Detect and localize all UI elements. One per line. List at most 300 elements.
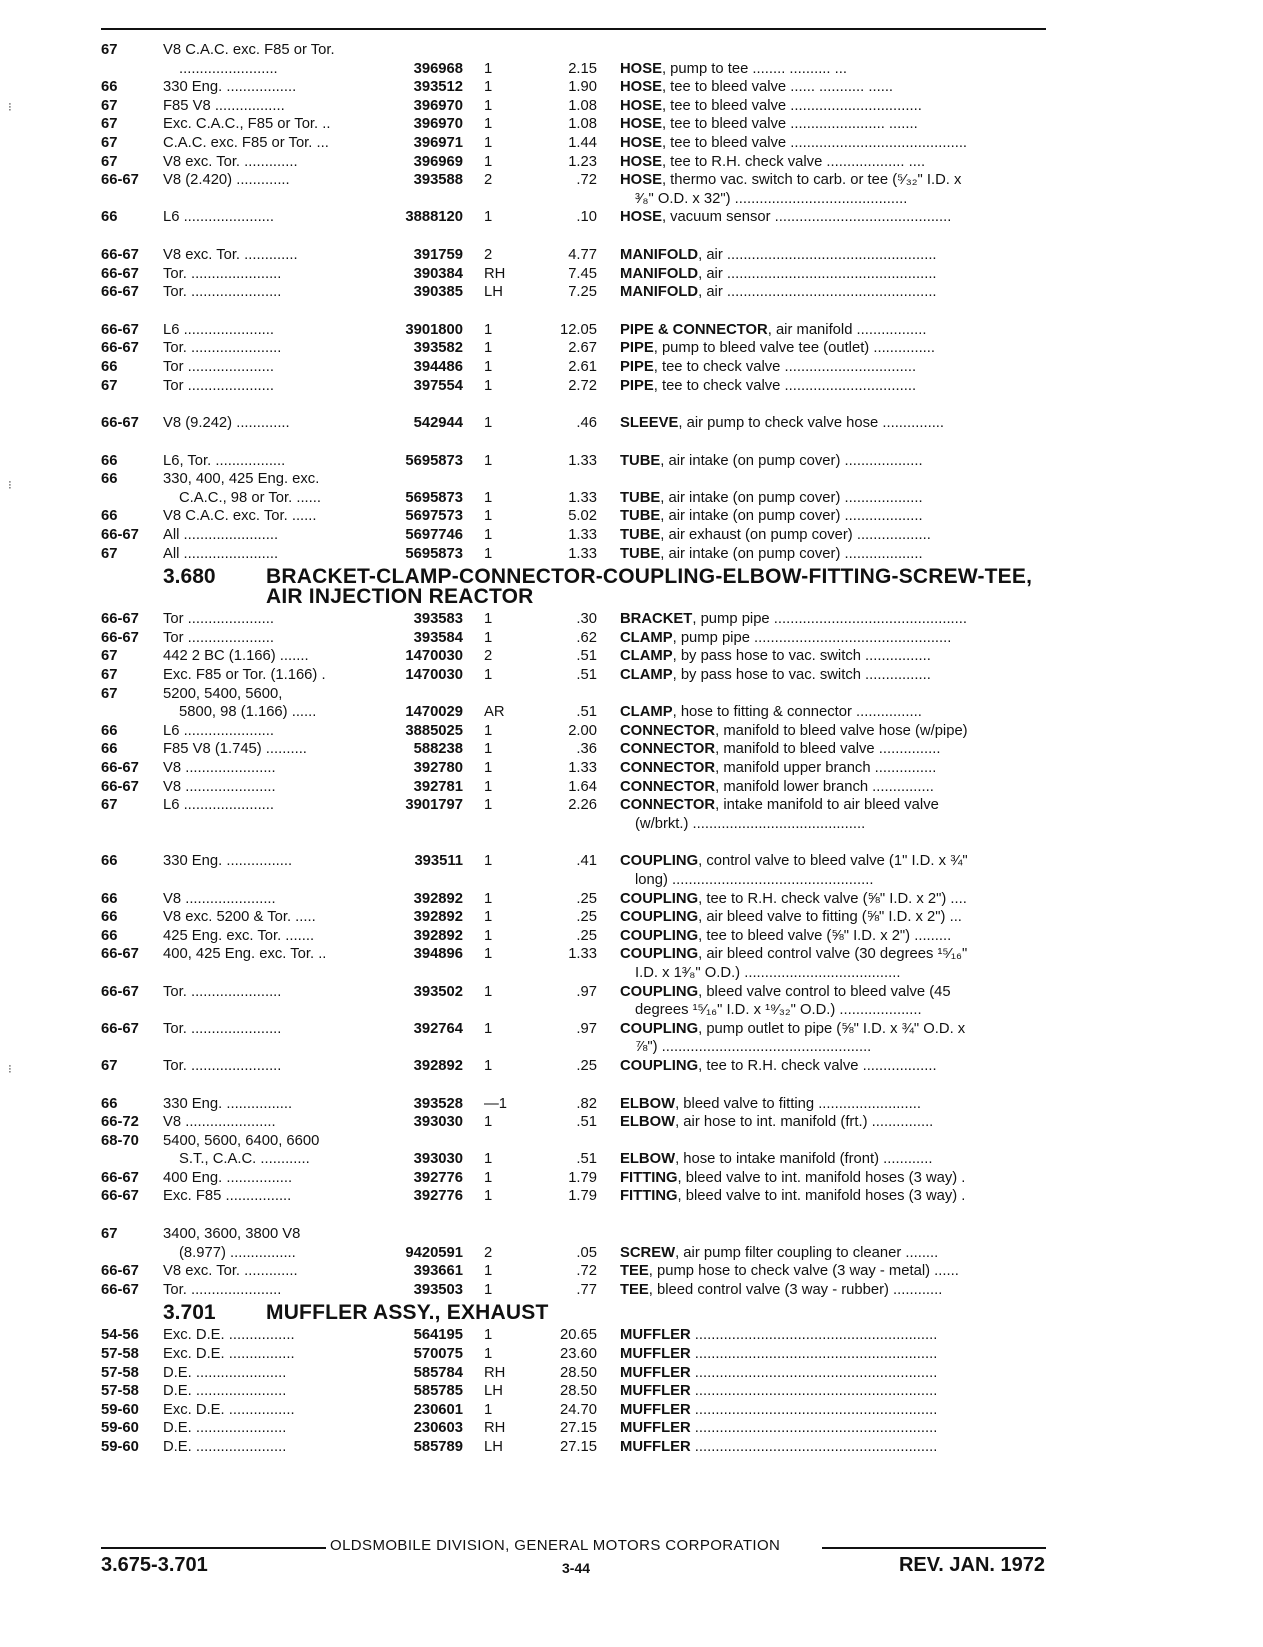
part-row	[0, 1187, 1263, 1206]
part-row	[0, 115, 1263, 134]
part-description	[620, 1187, 1048, 1206]
part-description	[620, 208, 1048, 227]
part-description	[620, 265, 1048, 284]
price: .36	[576, 741, 597, 758]
part-description	[620, 983, 1048, 1002]
row-spacer	[0, 395, 1263, 414]
model-year: 66	[101, 927, 118, 944]
part-description	[620, 778, 1048, 797]
part-detail: , air exhaust (on pump cover) ..................	[660, 527, 931, 544]
part-row	[0, 1038, 1263, 1057]
price: 1.33	[568, 452, 597, 469]
model-application: D.E. ......................	[163, 1364, 287, 1381]
part-name: HOSE	[620, 79, 662, 96]
quantity: 1	[484, 760, 493, 776]
part-detail: , air bleed control valve (30 degrees ¹⁵⁄₁₆"	[698, 946, 968, 963]
part-name: TUBE	[620, 545, 661, 562]
price: 2.67	[568, 340, 597, 357]
price: .97	[576, 983, 597, 1000]
quantity: —1	[484, 1095, 508, 1112]
model-application: V8 C.A.C. exc. Tor. ......	[163, 508, 317, 525]
part-name: FITTING	[620, 1169, 678, 1186]
price: .72	[576, 1263, 597, 1280]
part-description	[620, 629, 1048, 648]
part-number: 396970	[413, 97, 463, 114]
model-year: 67	[101, 377, 118, 394]
model-year: 66-67	[101, 284, 139, 301]
part-row	[0, 1150, 1263, 1169]
part-name: TEE	[620, 1281, 649, 1298]
part-number: 3901800	[405, 321, 463, 338]
part-number: 393582	[413, 340, 463, 357]
part-detail: , manifold upper branch ...............	[715, 760, 937, 776]
part-detail: , vacuum sensor ...........................................	[661, 209, 952, 226]
part-row	[0, 78, 1263, 97]
quantity: 1	[484, 508, 493, 525]
part-description	[635, 871, 1048, 890]
part-number: 390385	[413, 284, 463, 301]
part-row	[0, 908, 1263, 927]
section-number: 3.701	[163, 1301, 216, 1325]
model-year: 67	[101, 685, 118, 702]
part-row	[0, 778, 1263, 797]
part-row	[0, 526, 1263, 545]
price: 1.79	[568, 1188, 597, 1205]
part-number: 393511	[414, 853, 463, 870]
model-application: Tor .....................	[163, 377, 274, 394]
model-year: 66	[101, 209, 118, 226]
part-row	[0, 722, 1263, 741]
part-name: MANIFOLD	[620, 265, 699, 282]
part-row	[0, 1364, 1263, 1383]
model-application: Tor. ......................	[163, 265, 282, 282]
part-row	[0, 1345, 1263, 1364]
part-description	[620, 1020, 1048, 1039]
price: 2.26	[568, 797, 597, 814]
part-detail: , pump to bleed valve tee (outlet) ...............	[653, 340, 936, 357]
quantity: 1	[484, 667, 493, 684]
price: .51	[576, 1114, 597, 1131]
part-name: COUPLING	[620, 1020, 699, 1037]
part-detail: , intake manifold to air bleed valve	[715, 797, 939, 814]
model-year: 66-67	[101, 265, 139, 282]
model-year: 66-67	[101, 611, 139, 628]
part-description	[620, 283, 1048, 302]
quantity: 1	[484, 1151, 493, 1168]
part-detail: , air ...................................................	[698, 284, 937, 301]
part-description	[620, 1419, 1048, 1438]
part-number: 393503	[413, 1281, 463, 1298]
part-name: COUPLING	[620, 983, 699, 1000]
model-year: 66-67	[101, 1281, 139, 1298]
model-application: All .......................	[163, 545, 279, 562]
part-number: 396970	[413, 116, 463, 133]
scan-speck: ⁝	[8, 1062, 12, 1076]
part-row	[0, 470, 1263, 489]
part-row	[0, 1382, 1263, 1401]
part-description	[620, 890, 1048, 909]
part-description	[620, 796, 1048, 815]
part-number: 5695873	[405, 489, 463, 506]
model-year: 66-67	[101, 172, 139, 189]
model-application: V8 exc. Tor. .............	[163, 153, 298, 170]
section-heading-cont	[0, 587, 1263, 607]
part-detail: , tee to bleed valve ................................	[661, 97, 922, 114]
part-row	[0, 190, 1263, 209]
part-row	[0, 890, 1263, 909]
part-number: 392776	[413, 1188, 463, 1205]
part-row	[0, 265, 1263, 284]
row-spacer	[0, 433, 1263, 452]
model-year: 66-67	[101, 1169, 139, 1186]
part-description	[620, 507, 1048, 526]
part-detail: ...........................................................	[690, 1439, 938, 1455]
model-application: V8 ......................	[163, 778, 276, 795]
part-name: ELBOW	[620, 1114, 676, 1131]
price: 5.02	[568, 508, 597, 525]
model-year: 57-58	[101, 1346, 139, 1363]
quantity: 1	[484, 797, 493, 814]
part-detail: , tee to check valve ................................	[653, 358, 917, 375]
part-number: 390384	[413, 265, 463, 282]
part-row	[0, 629, 1263, 648]
model-year: 66-67	[101, 340, 139, 357]
quantity: 1	[484, 778, 493, 795]
part-description	[620, 1345, 1048, 1364]
model-year: 66	[101, 722, 118, 739]
model-application: L6 ......................	[163, 797, 275, 814]
part-row	[0, 283, 1263, 302]
model-year: 59-60	[101, 1401, 139, 1418]
part-number: 230601	[413, 1401, 463, 1418]
model-application: Tor .....................	[163, 611, 274, 628]
part-description	[620, 358, 1048, 377]
part-description	[620, 97, 1048, 116]
part-description	[620, 927, 1048, 946]
model-year: 66	[101, 508, 118, 525]
part-number: 397554	[413, 377, 463, 394]
part-detail: , air ...................................................	[698, 246, 937, 263]
part-number: 394896	[413, 946, 463, 963]
model-year: 66	[101, 741, 118, 758]
quantity: 1	[484, 1346, 493, 1363]
quantity: 1	[484, 358, 493, 375]
model-year: 66-67	[101, 1263, 139, 1280]
part-name: COUPLING	[620, 946, 699, 963]
part-number: 396971	[413, 134, 463, 151]
quantity: 1	[484, 1169, 493, 1186]
model-application: 425 Eng. exc. Tor. .......	[163, 927, 315, 944]
model-year: 67	[101, 797, 118, 814]
model-application: F85 V8 (1.745) ..........	[163, 741, 307, 758]
price: .25	[576, 890, 597, 907]
quantity: LH	[484, 284, 503, 301]
part-description	[620, 1169, 1048, 1188]
model-application: C.A.C. exc. F85 or Tor. ...	[163, 134, 329, 151]
price: 24.70	[559, 1401, 597, 1418]
model-year: 66-67	[101, 1188, 139, 1205]
quantity: 1	[484, 1020, 493, 1037]
model-application: 3400, 3600, 3800 V8	[163, 1226, 301, 1243]
part-description	[620, 1113, 1048, 1132]
part-description	[635, 190, 1048, 209]
part-number: 392892	[413, 927, 463, 944]
model-year: 67	[101, 97, 118, 114]
price: .82	[576, 1095, 597, 1112]
model-year: 66-67	[101, 415, 139, 432]
model-year: 66-67	[101, 760, 139, 776]
quantity: 1	[484, 741, 493, 758]
part-name: TUBE	[620, 508, 661, 525]
part-number: 1470030	[405, 648, 463, 665]
price: 7.45	[568, 265, 597, 282]
model-application: 330 Eng. .................	[163, 79, 297, 96]
part-detail: , manifold lower branch ...............	[715, 778, 934, 795]
part-description	[620, 852, 1048, 871]
part-detail: ⅞") ...................................................	[635, 1039, 872, 1056]
part-number: 570075	[413, 1346, 463, 1363]
model-application: 330 Eng. ................	[163, 1095, 293, 1112]
part-detail: ...........................................................	[690, 1420, 938, 1437]
part-number: 391759	[413, 246, 463, 263]
model-year: 57-58	[101, 1364, 139, 1381]
part-name: CLAMP	[620, 648, 673, 665]
part-description	[620, 171, 1048, 190]
quantity: 1	[484, 1327, 493, 1344]
quantity: 1	[484, 116, 493, 133]
part-description	[620, 377, 1048, 396]
part-description	[620, 1401, 1048, 1420]
price: .51	[576, 1151, 597, 1168]
part-detail: ...........................................................	[690, 1364, 938, 1381]
part-detail: , pump pipe ...............................................	[692, 611, 967, 628]
part-description	[620, 414, 1048, 433]
part-description	[620, 945, 1048, 964]
model-application: ........................	[179, 60, 278, 77]
part-detail: , tee to bleed valve (⅝" I.D. x 2") .........	[698, 927, 952, 944]
section-title-cont: AIR INJECTION REACTOR	[266, 585, 534, 609]
part-description	[635, 1038, 1048, 1057]
model-year: 66	[101, 79, 118, 96]
part-name: CONNECTOR	[620, 760, 716, 776]
part-description	[635, 815, 1048, 834]
part-detail: , manifold to bleed valve ...............	[715, 741, 941, 758]
part-name: MUFFLER	[620, 1383, 691, 1400]
part-number: 5695873	[405, 452, 463, 469]
row-spacer	[0, 302, 1263, 321]
price: 1.90	[568, 79, 597, 96]
model-application: L6 ......................	[163, 722, 275, 739]
part-name: ELBOW	[620, 1095, 676, 1112]
model-application: V8 (2.420) .............	[163, 172, 290, 189]
part-detail: , air intake (on pump cover) ...................	[660, 508, 923, 525]
part-description	[620, 647, 1048, 666]
top-rule	[101, 28, 1046, 30]
model-application: C.A.C., 98 or Tor. ......	[179, 489, 321, 506]
part-row	[0, 945, 1263, 964]
part-row	[0, 545, 1263, 564]
part-description	[620, 489, 1048, 508]
quantity: 1	[484, 927, 493, 944]
part-description	[620, 1281, 1048, 1300]
quantity: RH	[484, 1364, 506, 1381]
model-year: 59-60	[101, 1439, 139, 1455]
price: 1.08	[568, 116, 597, 133]
part-number: 392781	[413, 778, 463, 795]
part-row	[0, 1438, 1263, 1457]
section-heading	[0, 1303, 1263, 1323]
part-name: HOSE	[620, 209, 662, 226]
part-number: 394486	[413, 358, 463, 375]
part-description	[620, 759, 1048, 778]
section-title: MUFFLER ASSY., EXHAUST	[266, 1301, 549, 1325]
part-number: 396968	[413, 60, 463, 77]
part-detail: , pump hose to check valve (3 way - metal) ......	[648, 1263, 959, 1280]
quantity: 1	[484, 452, 493, 469]
row-spacer	[0, 227, 1263, 246]
model-year: 67	[101, 1057, 118, 1074]
part-number: 5697573	[405, 508, 463, 525]
price: .97	[576, 1020, 597, 1037]
model-year: 67	[101, 153, 118, 170]
quantity: 1	[484, 415, 493, 432]
part-row	[0, 927, 1263, 946]
part-description	[620, 740, 1048, 759]
part-number: 392892	[413, 909, 463, 926]
part-row	[0, 246, 1263, 265]
model-year: 66-67	[101, 946, 139, 963]
model-year: 66	[101, 358, 118, 375]
part-name: COUPLING	[620, 909, 699, 926]
part-detail: , control valve to bleed valve (1" I.D. x ¾"	[698, 853, 968, 870]
model-year: 66-67	[101, 629, 139, 646]
part-detail: ³⁄₈" O.D. x 32") ..........................................	[635, 190, 908, 207]
part-name: SCREW	[620, 1244, 676, 1261]
price: .30	[576, 611, 597, 628]
model-year: 66-67	[101, 1020, 139, 1037]
part-row	[0, 666, 1263, 685]
part-name: PIPE	[620, 377, 654, 394]
part-description	[620, 1244, 1048, 1263]
part-description	[620, 703, 1048, 722]
part-number: 393661	[413, 1263, 463, 1280]
part-number: 393502	[413, 983, 463, 1000]
part-row	[0, 1132, 1263, 1151]
price: 27.15	[559, 1420, 597, 1437]
price: 27.15	[559, 1439, 597, 1455]
part-detail: , by pass hose to vac. switch ................	[672, 648, 931, 665]
part-name: HOSE	[620, 172, 662, 189]
part-row	[0, 97, 1263, 116]
part-description	[620, 1326, 1048, 1345]
part-detail: , air bleed valve to fitting (⅝" I.D. x 2") ...	[698, 909, 962, 926]
part-name: MUFFLER	[620, 1401, 691, 1418]
part-detail: ...........................................................	[690, 1401, 938, 1418]
model-application: V8 (9.242) .............	[163, 415, 290, 432]
model-year: 67	[101, 134, 118, 151]
quantity: RH	[484, 1420, 506, 1437]
part-number: 393512	[413, 79, 463, 96]
part-number: 5697746	[405, 527, 463, 544]
part-description	[620, 1262, 1048, 1281]
part-name: TUBE	[620, 489, 661, 506]
model-application: Tor. ......................	[163, 1057, 282, 1074]
part-row	[0, 452, 1263, 471]
part-name: MUFFLER	[620, 1327, 691, 1344]
model-application: 442 2 BC (1.166) .......	[163, 648, 309, 665]
part-row	[0, 610, 1263, 629]
model-application: Exc. F85 or Tor. (1.166) .	[163, 667, 326, 684]
quantity: 1	[484, 909, 493, 926]
price: .46	[576, 415, 597, 432]
part-number: 3888120	[405, 209, 463, 226]
model-year: 66	[101, 909, 118, 926]
quantity: 1	[484, 340, 493, 357]
parts-list	[0, 41, 1263, 1457]
model-application: 5400, 5600, 6400, 6600	[163, 1132, 320, 1149]
part-description	[620, 321, 1048, 340]
model-application: Tor. ......................	[163, 983, 282, 1000]
part-detail: , tee to R.H. check valve (⅝" I.D. x 2") ....	[698, 890, 967, 907]
part-name: MUFFLER	[620, 1439, 691, 1455]
quantity: 2	[484, 1244, 493, 1261]
quantity: 1	[484, 209, 493, 226]
model-application: L6 ......................	[163, 321, 275, 338]
price: 2.00	[568, 722, 597, 739]
price: .51	[576, 667, 597, 684]
model-year: 66	[101, 853, 118, 870]
part-row	[0, 339, 1263, 358]
part-row	[0, 964, 1263, 983]
model-year: 66-67	[101, 246, 139, 263]
part-number: 396969	[413, 153, 463, 170]
part-detail: , tee to check valve ................................	[653, 377, 917, 394]
price: .41	[576, 853, 597, 870]
quantity: 2	[484, 172, 493, 189]
part-description	[620, 78, 1048, 97]
model-application: Tor .....................	[163, 358, 274, 375]
part-number: 393030	[413, 1151, 463, 1168]
quantity: 1	[484, 611, 493, 628]
model-application: Tor .....................	[163, 629, 274, 646]
part-name: MUFFLER	[620, 1364, 691, 1381]
quantity: LH	[484, 1383, 503, 1400]
part-row	[0, 1095, 1263, 1114]
part-row	[0, 1262, 1263, 1281]
model-application: V8 exc. Tor. .............	[163, 246, 298, 263]
price: 1.33	[568, 527, 597, 544]
part-description	[620, 1095, 1048, 1114]
part-detail: ...........................................................	[690, 1383, 938, 1400]
price: 2.15	[568, 60, 597, 77]
quantity: 1	[484, 1401, 493, 1418]
part-number: 392776	[413, 1169, 463, 1186]
part-number: 1470029	[405, 704, 463, 721]
part-name: MANIFOLD	[620, 246, 699, 263]
part-row	[0, 815, 1263, 834]
part-description	[620, 526, 1048, 545]
part-name: PIPE & CONNECTOR	[620, 321, 768, 338]
price: .72	[576, 172, 597, 189]
price: 2.72	[568, 377, 597, 394]
part-row	[0, 377, 1263, 396]
quantity: 1	[484, 97, 493, 114]
part-name: ELBOW	[620, 1151, 676, 1168]
section-number: 3.680	[163, 565, 216, 589]
price: .10	[576, 209, 597, 226]
model-year: 59-60	[101, 1420, 139, 1437]
part-number: 392892	[413, 1057, 463, 1074]
